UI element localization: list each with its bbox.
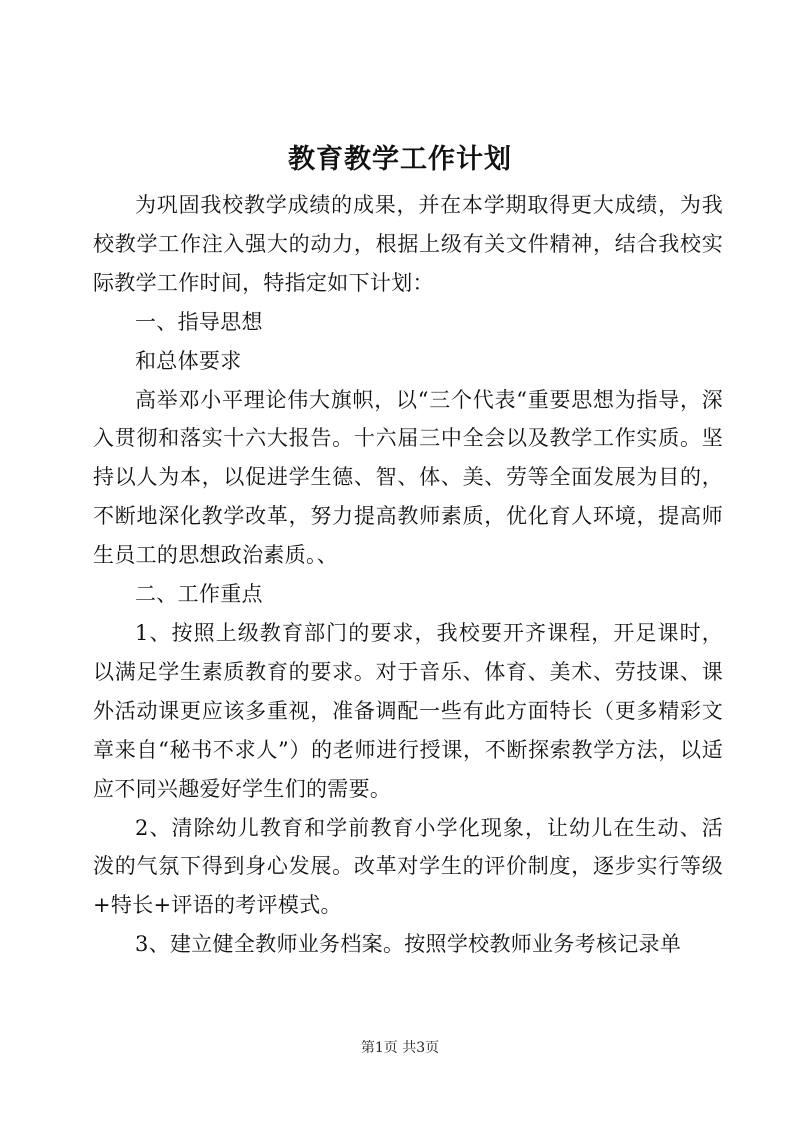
section-heading-guiding-ideology: 一、指导思想 [135, 309, 263, 334]
paragraph-intro: 为巩固我校教学成绩的成果，并在本学期取得更大成绩，为我校教学工作注入强大的动力，根据上级有关文件精神，结合我校实际教学工作时间，特指定如下计划： [93, 193, 723, 295]
document-title: 教育教学工作计划 [288, 144, 512, 175]
document-body [93, 186, 723, 964]
paragraph-item-3: 3、建立健全教师业务档案。按照学校教师业务考核记录单 [135, 932, 682, 957]
section-heading-work-focus: 二、工作重点 [135, 582, 263, 607]
page-number-footer: 第1页 共3页 [360, 1040, 440, 1056]
section-heading-continuation: 和总体要求 [135, 348, 242, 373]
paragraph-guiding-ideology: 高举邓小平理论伟大旗帜，以“三个代表“重要思想为指导，深入贯彻和落实十六大报告。十六届三中全会以及教学工作实质。坚持以人为本，以促进学生德、智、体、美、劳等全面发展为目的，不断地深化教学改革，努力提高教师素质，优化育人环境，提高师生员工的思想政治素质。、 [93, 387, 723, 568]
paragraph-item-2: 2、清除幼儿教育和学前教育小学化现象，让幼儿在生动、活泼的气氛下得到身心发展。改革对学生的评价制度，逐步实行等级+特长+评语的考评模式。 [93, 815, 723, 918]
paragraph-item-1: 1、按照上级教育部门的要求，我校要开齐课程，开足课时，以满足学生素质教育的要求。对于音乐、体育、美术、劳技课、课外活动课更应该多重视，准备调配一些有此方面特长（更多精彩文章来自“秘书不求人”）的老师进行授课，不断探索教学方法，以适应不同兴趣爱好学生们的需要。 [93, 620, 723, 801]
